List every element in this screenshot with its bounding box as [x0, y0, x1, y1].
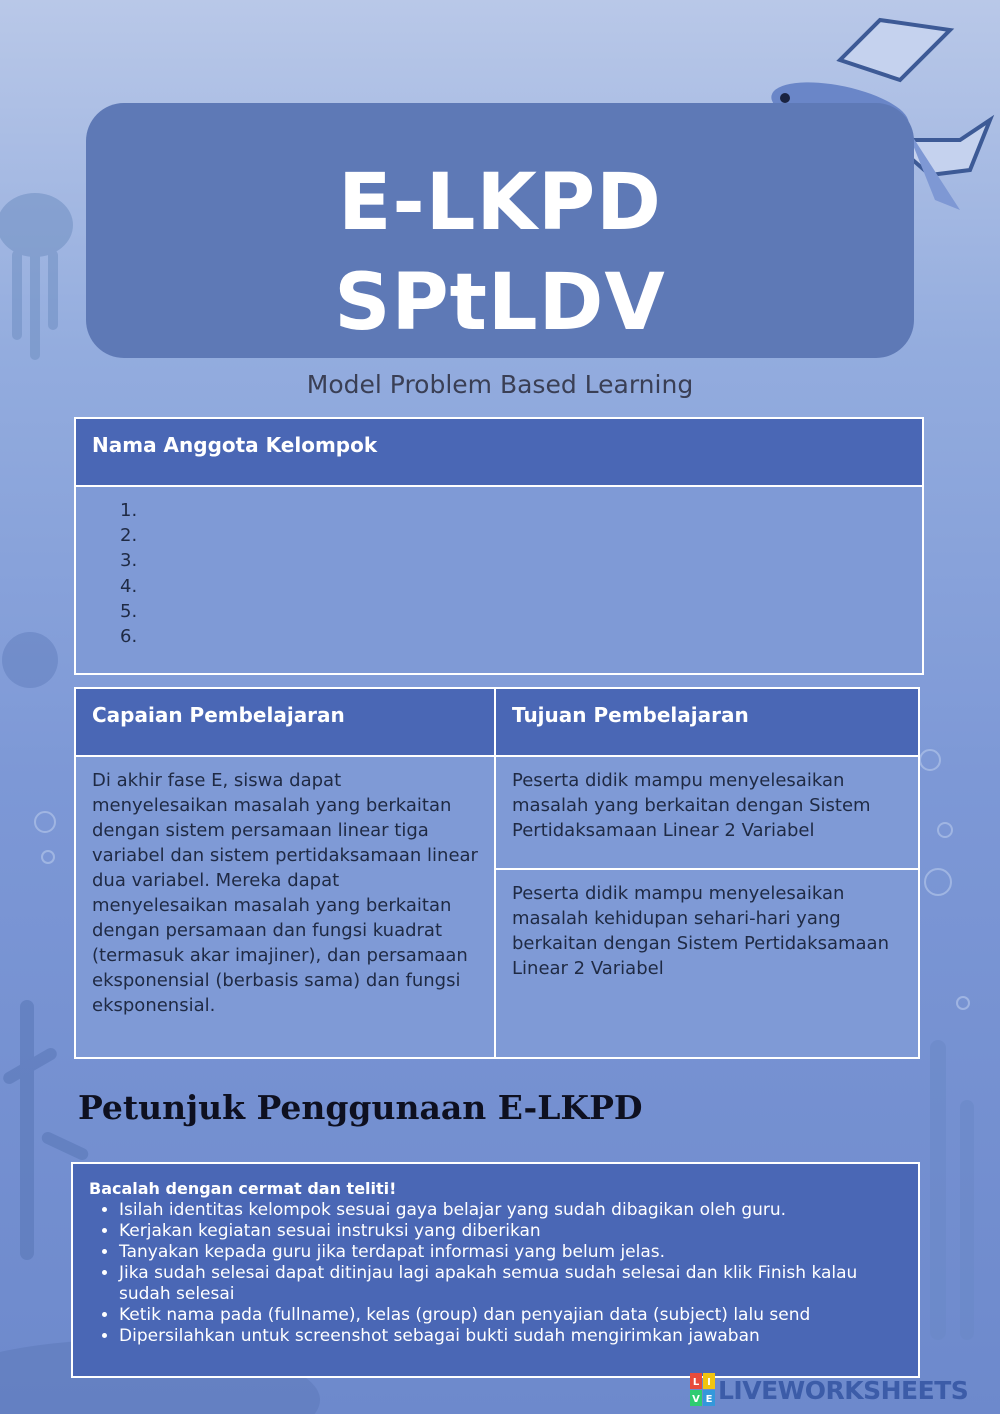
member-1[interactable]: 1.: [120, 500, 138, 521]
member-4[interactable]: 4.: [120, 575, 138, 597]
logo-letter: I: [707, 1377, 711, 1388]
liveworksheets-brand[interactable]: LIVEWORKSHEETS: [718, 1376, 969, 1405]
page-title: E-LKPD: [338, 158, 662, 248]
member-6[interactable]: 6.: [120, 625, 138, 647]
instructions-box: [71, 1162, 920, 1378]
tujuan-item-1: Peserta didik mampu menyelesaikan masalah yang berkaitan dengan Sistem Pertidaksamaan Linear 2 Variabel: [512, 770, 871, 841]
member-5[interactable]: 5.: [120, 600, 138, 622]
members-heading: Nama Anggota Kelompok: [76, 419, 922, 485]
page-subtitle-code: SPtLDV: [334, 258, 666, 348]
instruction-item: • Kerjakan kegiatan sesuai instruksi yang diberikan: [119, 1221, 902, 1242]
instruction-item: • Tanyakan kepada guru jika terdapat informasi yang belum jelas.: [119, 1242, 902, 1263]
capaian-heading: Capaian Pembelajaran: [76, 689, 494, 755]
capaian-text: Di akhir fase E, siswa dapat menyelesaikan masalah yang berkaitan dengan sistem persamaan linear tiga variabel dan sistem pertidaksamaan linear dua variabel. Mereka dapat menyelesaikan masalah yang berkaitan dengan persamaan dan fungsi kuadrat (termasuk akar imajiner), dan persamaan eksponensial (berbasis sama) dan fungsi eksponensial.: [92, 770, 478, 1016]
instruction-item: • Ketik nama pada (fullname), kelas (group) dan penyajian data (subject) lalu send: [119, 1305, 902, 1326]
instruction-item: • Jika sudah selesai dapat ditinjau lagi apakah semua sudah selesai dan klik Finish kalau sudah selesai: [119, 1263, 902, 1305]
members-list[interactable]: [76, 498, 922, 668]
liveworksheets-logo-icon: [690, 1373, 716, 1407]
instructions-title: Petunjuk Penggunaan E-LKPD: [78, 1088, 643, 1127]
logo-letter: L: [692, 1377, 700, 1388]
tujuan-item-2: Peserta didik mampu menyelesaikan masalah kehidupan sehari-hari yang berkaitan dengan Sistem Pertidaksamaan Linear 2 Variabel: [512, 883, 889, 979]
tujuan-heading: Tujuan Pembelajaran: [496, 689, 918, 755]
instruction-item: • Isilah identitas kelompok sesuai gaya belajar yang sudah dibagikan oleh guru.: [119, 1200, 902, 1221]
instruction-item: • Dipersilahkan untuk screenshot sebagai bukti sudah mengirimkan jawaban: [119, 1326, 902, 1347]
model-subtitle: Model Problem Based Learning: [306, 370, 694, 399]
logo-letter: E: [705, 1394, 713, 1405]
instructions-intro: Bacalah dengan cermat dan teliti!: [89, 1179, 397, 1198]
logo-letter: V: [692, 1394, 700, 1405]
member-2[interactable]: 2.: [120, 525, 138, 547]
instructions-list: [89, 1200, 902, 1347]
member-3[interactable]: 3.: [120, 550, 138, 572]
